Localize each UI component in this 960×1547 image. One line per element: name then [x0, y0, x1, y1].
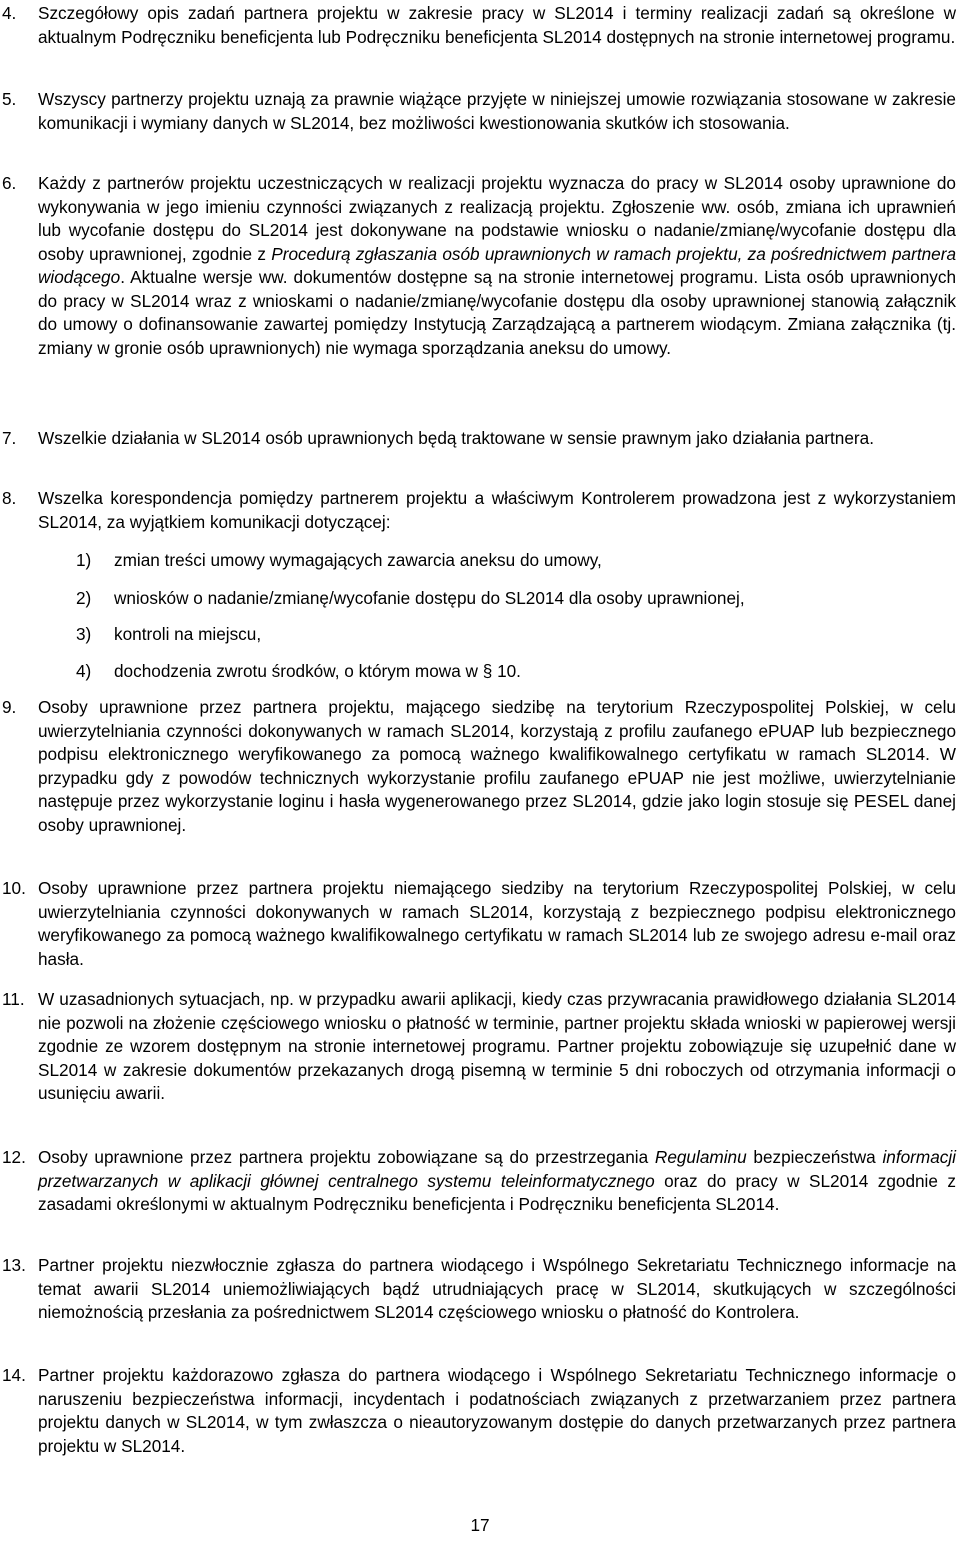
- paragraph-text: Szczegółowy opis zadań partnera projektu w zakresie pracy w SL2014 i terminy realizacji zadań są określone w aktualnym Podręczniku beneficjenta lub Podręczniku beneficjenta SL2014 dostępnych na stronie internetowej programu.: [38, 3, 956, 47]
- paragraph-number: 13.: [2, 1255, 26, 1275]
- page-number: 17: [470, 1515, 490, 1535]
- paragraph-text: W uzasadnionych sytuacjach, np. w przypadku awarii aplikacji, kiedy czas przywracania prawidłowego działania SL2014 nie pozwoli na złożenie częściowego wniosku o płatność w terminie, partner projektu składa wnioski w papierowej wersji zgodnie ze wzorem dostępnym na stronie internetowej programu. Partner projektu zobowiązuje się uzupełnić dane w SL2014 w zakresie dokumentów przekazanych drogą pisemną w terminie 5 dni roboczych od otrzymania informacji o usunięciu awarii.: [38, 989, 956, 1103]
- paragraph-number: 4.: [2, 3, 17, 23]
- paragraph-text: Każdy z partnerów projektu uczestniczących w realizacji projektu wyznacza do pracy w SL2014 osoby uprawnione do wykonywania w jego imieniu czynności związanych z realizacją projektu. Zgłoszenie ww. osób, zmiana ich uprawnień lub wycofanie dostępu do SL2014 jest dokonywane na podstawie wniosku o nadanie/zmianę/wycofanie dostępu dla osoby uprawnionej, zgodnie z Procedurą zgłaszania osób uprawnionych w ramach projektu, za pośrednictwem partnera wiodącego. Aktualne wersje ww. dokumentów dostępne są na stronie internetowej programu. Lista osób uprawnionych do pracy w SL2014 wraz z wnioskami o nadanie/zmianę/wycofanie dostępu dla osoby uprawnionej stanowią załącznik do umowy o dofinansowanie zawartej pomiędzy Instytucją Zarządzającą a partnerem wiodącym. Zmiana załącznika (tj. zmiany w gronie osób uprawnionych) nie wymaga sporządzania aneksu do umowy.: [38, 173, 956, 358]
- paragraph-text: Wszelka korespondencja pomiędzy partnerem projektu a właściwym Kontrolerem prowadzona jest z wykorzystaniem SL2014, za wyjątkiem komunikacji dotyczącej:: [38, 488, 956, 532]
- subitem-3: 3) kontroli na miejscu,: [76, 624, 262, 644]
- paragraph-text: Osoby uprawnione przez partnera projektu zobowiązane są do przestrzegania Regulaminu bezpieczeństwa informacji przetwarzanych w aplikacji głównej centralnego systemu teleinformatycznego oraz do pracy w SL2014 zgodnie z zasadami określonymi w aktualnym Podręczniku beneficjenta i Podręczniku beneficjenta SL2014.: [38, 1147, 956, 1214]
- paragraph-text: Osoby uprawnione przez partnera projektu, mającego siedzibę na terytorium Rzeczypospolitej Polskiej, w celu uwierzytelniania czynności dokonywanych w ramach SL2014, korzystają z profilu zaufanego ePUAP lub bezpiecznego podpisu elektronicznego weryfikowanego za pomocą ważnego kwalifikowalnego certyfikatu w ramach SL2014. W przypadku gdy z powodów technicznych wykorzystanie profilu zaufanego ePUAP nie jest możliwe, uwierzytelnianie następuje przez wykorzystanie loginu i hasła wygenerowanego przez SL2014, gdzie jako login stosuje się PESEL danej osoby uprawnionej.: [38, 697, 956, 835]
- paragraph-number: 8.: [2, 488, 17, 508]
- paragraph-text: Wszelkie działania w SL2014 osób uprawnionych będą traktowane w sensie prawnym jako działania partnera.: [38, 428, 874, 448]
- paragraph-text: Partner projektu każdorazowo zgłasza do partnera wiodącego i Wspólnego Sekretariatu Technicznego informacje o naruszeniu bezpieczeństwa informacji, incydentach i podatnościach związanych z przetwarzaniem przez partnera projektu danych w SL2014, w tym zwłaszcza o nieautoryzowanym dostępie do danych przetwarzanych przez partnera projektu w SL2014.: [38, 1365, 956, 1456]
- paragraph-text: Partner projektu niezwłocznie zgłasza do partnera wiodącego i Wspólnego Sekretariatu Technicznego informacje na temat awarii SL2014 uniemożliwiających bądź utrudniających pracę w SL2014, skutkujących w szczególności niemożnością przesłania za pośrednictwem SL2014 częściowego wniosku o płatność do Kontrolera.: [38, 1255, 956, 1322]
- paragraph-number: 12.: [2, 1147, 26, 1167]
- paragraph-text: Wszyscy partnerzy projektu uznają za prawnie wiążące przyjęte w niniejszej umowie rozwiązania stosowane w zakresie komunikacji i wymiany danych w SL2014, bez możliwości kwestionowania skutków ich stosowania.: [38, 89, 956, 133]
- paragraph-number: 10.: [2, 878, 26, 898]
- subitem-2: 2) wniosków o nadanie/zmianę/wycofanie dostępu do SL2014 dla osoby uprawnionej,: [76, 588, 745, 608]
- subitem-4: 4) dochodzenia zwrotu środków, o którym mowa w § 10.: [76, 661, 521, 681]
- paragraph-text: Osoby uprawnione przez partnera projektu niemającego siedziby na terytorium Rzeczypospolitej Polskiej, w celu uwierzytelniania czynności dokonywanych w ramach SL2014, korzystają z bezpiecznego podpisu elektronicznego weryfikowanego za pomocą ważnego kwalifikowalnego certyfikatu w ramach SL2014 lub ze swojego adresu e-mail oraz hasła.: [38, 878, 956, 969]
- paragraph-number: 7.: [2, 428, 17, 448]
- paragraph-number: 14.: [2, 1365, 26, 1385]
- paragraph-number: 11.: [2, 989, 25, 1009]
- paragraph-number: 5.: [2, 89, 17, 109]
- paragraph-number: 9.: [2, 697, 17, 717]
- subitem-1: 1) zmian treści umowy wymagających zawarcia aneksu do umowy,: [76, 550, 602, 570]
- paragraph-number: 6.: [2, 173, 17, 193]
